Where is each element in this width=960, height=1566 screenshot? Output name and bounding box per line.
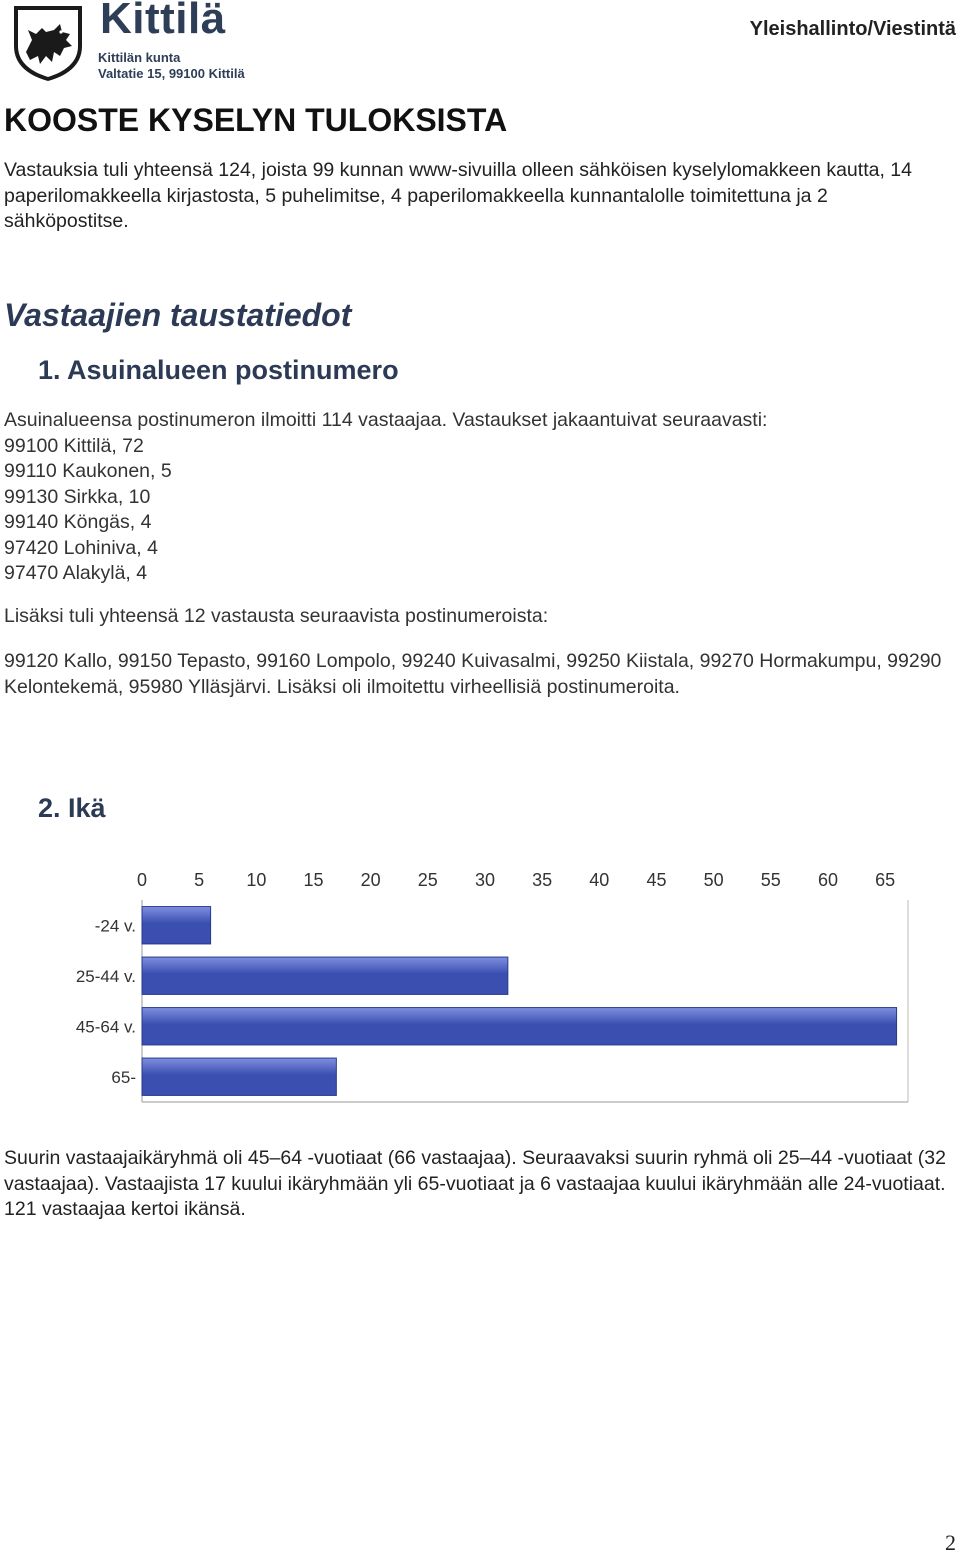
x-tick-label: 65	[875, 870, 896, 890]
postcode-item: 99140 Köngäs, 4	[4, 511, 152, 533]
x-tick-label: 60	[817, 870, 838, 890]
age-bar	[142, 1008, 897, 1045]
postcode-item: 97470 Alakylä, 4	[4, 562, 148, 584]
age-bar	[142, 907, 211, 944]
x-tick-label: 10	[246, 870, 267, 890]
question-1-lead: Asuinalueensa postinumeron ilmoitti 114 vastaajaa. Vastaukset jakaantuivat seuraavasti:	[4, 409, 768, 431]
document-title: KOOSTE KYSELYN TULOKSISTA	[4, 102, 508, 138]
organization-address: Valtatie 15, 99100 Kittilä	[98, 66, 245, 81]
x-tick-label: 50	[703, 870, 724, 890]
category-label: 45-64 v.	[75, 1017, 136, 1037]
x-tick-label: 20	[360, 870, 381, 890]
organization-name: Kittilän kunta	[98, 50, 181, 65]
category-label: -24 v.	[94, 916, 136, 936]
postcode-item: 99100 Kittilä, 72	[4, 434, 144, 457]
postcode-item: 97420 Lohiniva, 4	[4, 536, 158, 559]
x-tick-label: 25	[417, 870, 438, 890]
organization-info	[98, 50, 245, 82]
category-label: 65-	[111, 1067, 136, 1087]
x-tick-label: 35	[532, 870, 553, 890]
question-1-extra: Lisäksi tuli yhteensä 12 vastausta seuraavista postinumeroista:	[4, 605, 549, 627]
x-tick-label: 0	[136, 870, 148, 890]
section-title: Vastaajien taustatiedot	[4, 297, 352, 333]
intro-paragraph: Vastauksia tuli yhteensä 124, joista 99 kunnan www-sivuilla olleen sähköisen kyselylomakkeen kautta, 14 paperilomakkeella kirjastosta, 5 puhelimitse, 4 paperilomakkeella kunnantalolle toimitettuna ja 2 sähköpostitse.	[4, 159, 912, 232]
question-1-body	[4, 408, 944, 587]
question-2-title: 2. Ikä	[38, 793, 106, 823]
coat-of-arms-wolf-icon	[8, 2, 88, 82]
postcode-item: 99110 Kaukonen, 5	[4, 460, 172, 482]
age-summary-paragraph: Suurin vastaajaikäryhmä oli 45–64 -vuotiaat (66 vastaajaa). Seuraavaksi suurin ryhmä oli 25–44 -vuotiaat (32 vastaajaa). Vastaajista 17 kuului ikäryhmään yli 65-vuotiaat ja 6 vastaajaa kuului ikäryhmään alle 24-vuotiaat. 121 vastaajaa kertoi ikänsä.	[4, 1147, 946, 1220]
age-bar	[142, 1058, 336, 1095]
x-tick-label: 40	[589, 870, 610, 890]
brand-name: Kittilä	[100, 0, 226, 43]
x-tick-label: 15	[303, 870, 324, 890]
age-bar-chart	[60, 860, 920, 1110]
x-tick-label: 55	[760, 870, 781, 890]
department-label: Yleishallinto/Viestintä	[749, 18, 956, 40]
postcode-item: 99130 Sirkka, 10	[4, 485, 151, 508]
question-1-title: 1. Asuinalueen postinumero	[38, 355, 399, 385]
x-tick-label: 30	[474, 870, 496, 890]
category-label: 25-44 v.	[75, 966, 136, 986]
page-header	[0, 0, 960, 88]
x-tick-label: 5	[194, 870, 205, 890]
age-bar	[142, 957, 508, 994]
x-tick-label: 45	[646, 870, 667, 890]
page-number: 2	[945, 1530, 956, 1555]
question-1-other-postcodes: 99120 Kallo, 99150 Tepasto, 99160 Lompolo, 99240 Kuivasalmi, 99250 Kiistala, 99270 Hormakumpu, 99290 Kelontekemä, 95980 Ylläsjärvi. Lisäksi oli ilmoitettu virheellisiä postinumeroita.	[4, 650, 942, 698]
